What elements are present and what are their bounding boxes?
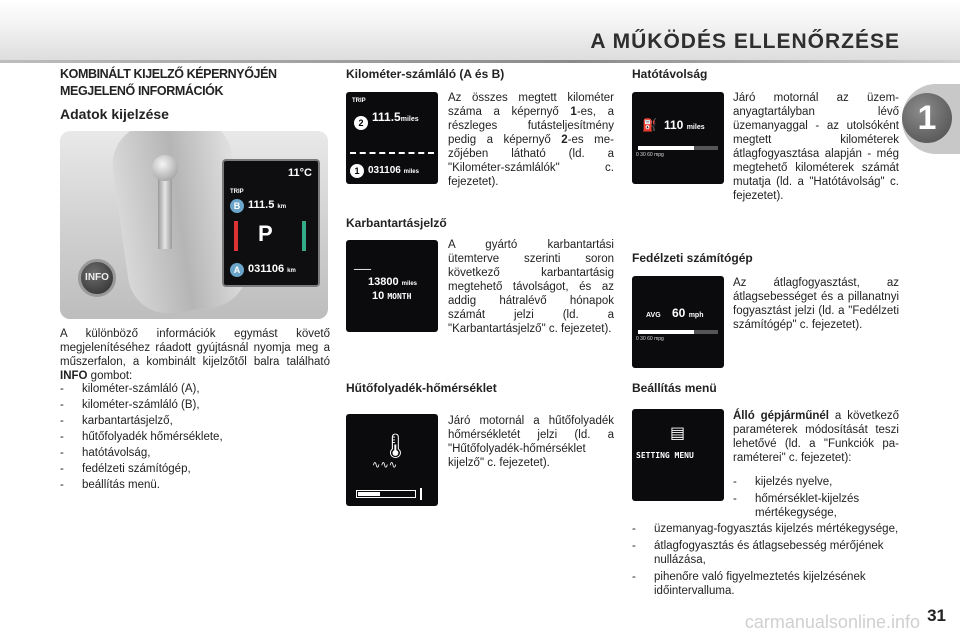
trip-b-readout: 111.5 km <box>248 199 287 211</box>
badge-a: A <box>230 263 244 277</box>
combined-display <box>222 159 320 287</box>
computer-text: Az átlagfogyasztást, az átlagsebességet és a pillanatnyi fogyasztást jelzi (ld. a "Fedélzeti számítógép" c. fejezetet). <box>733 277 899 331</box>
odometer-screen <box>346 92 438 184</box>
settings-text: Álló gépjárműnél a következő paraméterek módosítását teszi lehetővé (ld. a "Funkciók paraméterei" c. fejezetet): <box>733 410 899 464</box>
service-distance: 13800 miles <box>368 276 417 288</box>
chapter-number: 1 <box>902 93 952 143</box>
list-item: - karbantartásjelző, <box>60 413 330 429</box>
stalk-knob <box>152 155 178 181</box>
settings-screen <box>632 409 724 501</box>
wrench-icon: ── <box>354 262 372 276</box>
trip-label: TRIP <box>230 189 244 195</box>
avg-label: AVG <box>646 312 661 319</box>
consumption-bar <box>638 330 718 334</box>
service-months: 10 MONTH <box>372 290 412 302</box>
badge-2: 2 <box>354 116 368 130</box>
list-item: - hőmérséklet-kijelzés mértékegysége, <box>733 492 899 520</box>
consumption-scale: 0 30 60 mpg <box>636 336 664 342</box>
trip-readout: 111.5miles <box>372 110 419 124</box>
odometer-heading: Kilométer-számláló (A és B) <box>346 67 505 81</box>
range-heading: Hatótávolság <box>632 67 708 81</box>
maintenance-text: A gyártó karbantartási ütemterve szerinti soron következő karbantartásig megtehető távolságot, és az addig hátralévő hónapok számát jelzi (ld. a "Karbantartásjelző" c. fejezetet). <box>448 239 614 335</box>
settings-label: SETTING MENU <box>636 451 694 460</box>
computer-heading: Fedélzeti számítógép <box>632 251 753 265</box>
toolbox-icon: ▤ <box>670 425 686 442</box>
badge-b: B <box>230 199 244 213</box>
range-readout: 110 miles <box>664 118 705 132</box>
list-item: - hűtőfolyadék hőmérséklete, <box>60 429 330 445</box>
fuel-gauge <box>302 221 306 251</box>
section-heading: KOMBINÁLT KIJELZŐ KÉPERNYŐJÉN MEGJELENŐ INFORMÁCIÓK <box>60 67 277 98</box>
badge-1: 1 <box>350 164 364 178</box>
header-divider <box>0 60 960 63</box>
odometer-text: Az összes megtett kilométer száma a képernyő 1-es, a részleges futásteljesítmény pedig a képernyő 2-es mezőjében látható (ld. a "Kilométer-számlálók" c. fejezetet). <box>448 92 614 188</box>
subsection-heading: Adatok kijelzése <box>60 106 169 122</box>
gear-indicator: P <box>258 221 273 246</box>
settings-items <box>632 522 900 601</box>
outside-temperature: 11°C <box>288 167 312 179</box>
maintenance-heading: Karbantartásjelző <box>346 216 447 230</box>
dashboard-illustration <box>60 131 328 319</box>
page-title: A MŰKÖDÉS ELLENŐRZÉSE <box>590 30 900 53</box>
trip-label: TRIP <box>352 98 366 104</box>
list-item: - kijelzés nyelve, <box>733 475 899 489</box>
consumption-scale: 0 30 60 mpg <box>636 152 664 158</box>
odometer-readout: 031106 miles <box>368 165 419 176</box>
watermark: carmanualsonline.info <box>744 612 920 632</box>
temperature-gauge <box>234 221 238 251</box>
avg-speed-readout: 60 mph <box>672 306 704 320</box>
trip-a-readout: 031106 km <box>248 263 296 275</box>
coolant-text: Járó motornál a hűtőfolyadék hőmérsékletét jelzi (ld. a "Hűtőfolyadék-hőmérséklet kijelző" c. fejezetet). <box>448 415 614 469</box>
stalk-shaft <box>158 179 172 249</box>
range-screen <box>632 92 724 184</box>
page-number: 31 <box>927 606 946 625</box>
consumption-bar <box>638 146 718 150</box>
list-item: - fedélzeti számítógép, <box>60 461 330 477</box>
range-text: Járó motornál az üzemanyagtartályban lévő üzemanyaggal - az utolsóként megtett kilométerek átlagfogyasztása alapján - még megtehető kilométerek számát mutatja (ld. a "Hatótávolság" c. fejezetet). <box>733 92 899 202</box>
settings-heading: Beállítás menü <box>632 381 717 395</box>
intro-paragraph: A különböző információk egymást követő megjelenítéséhez ráadott gyújtásnál nyomja meg a műszerfalon, a kombinált kijelzőtől balra található INFO gombot: <box>60 328 330 382</box>
computer-screen <box>632 276 724 368</box>
info-list <box>60 381 330 493</box>
coolant-temperature-bar <box>356 490 416 498</box>
maintenance-screen <box>346 240 438 332</box>
fuel-pump-icon: ⛽ <box>642 118 657 132</box>
divider-line <box>350 152 434 154</box>
list-item: - üzemanyag-fogyasztás kijelzés mértékegysége, <box>632 522 900 536</box>
list-item: - pihenőre való figyelmeztetés kijelzésének időintervalluma. <box>632 570 900 598</box>
thermometer-icon: 🌡 <box>380 433 411 460</box>
info-button: INFO <box>78 259 116 297</box>
list-item: - kilométer-számláló (B), <box>60 397 330 413</box>
list-item: - átlagfogyasztás és átlagsebesség mérőjének nullázása, <box>632 539 900 567</box>
list-item: - hatótávolság, <box>60 445 330 461</box>
coolant-bar-end <box>420 488 428 500</box>
coolant-screen <box>346 414 438 506</box>
settings-subitems <box>733 475 899 523</box>
list-item: - beállítás menü. <box>60 477 330 493</box>
coolant-heading: Hűtőfolyadék-hőmérséklet <box>346 381 497 395</box>
coolant-wave-icon: ∿∿∿ <box>372 460 398 471</box>
list-item: - kilométer-számláló (A), <box>60 381 330 397</box>
